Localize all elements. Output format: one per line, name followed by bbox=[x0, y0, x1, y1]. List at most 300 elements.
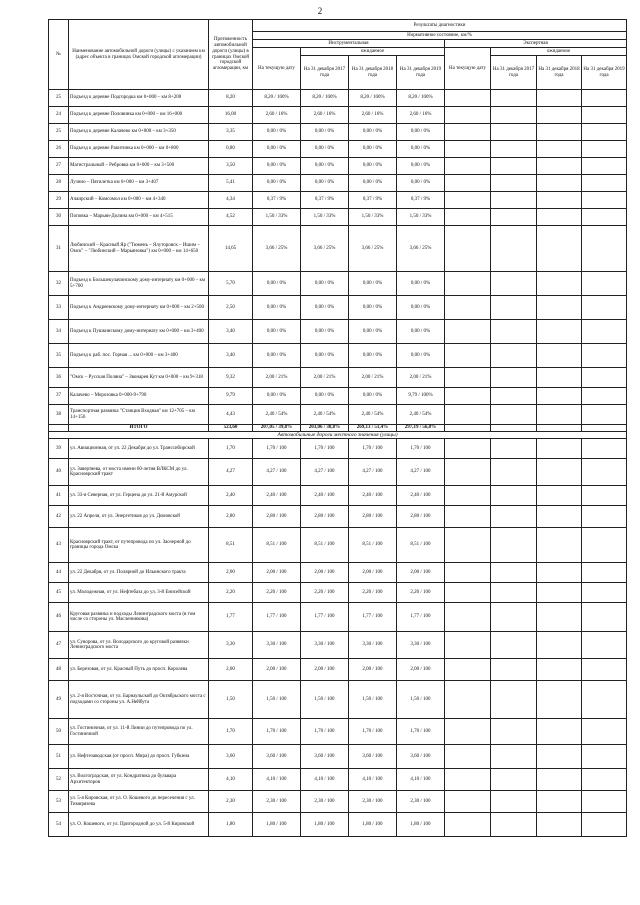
instrumental-header: Инструментальная bbox=[253, 40, 445, 48]
value-2018: 4,10 / 100 bbox=[349, 769, 397, 791]
value-2017: 0,00 / 0% bbox=[301, 388, 349, 405]
value-2019: 0,37 / 9% bbox=[397, 192, 445, 209]
expert-cell bbox=[445, 209, 491, 226]
value-current: 2,00 / 100 bbox=[253, 659, 301, 681]
road-length: 1,50 bbox=[209, 681, 253, 719]
expert-cell bbox=[491, 603, 537, 632]
value-current: 2,60 / 16% bbox=[253, 107, 301, 124]
table-row bbox=[49, 603, 627, 632]
expert-cell bbox=[582, 563, 627, 583]
expert-cell bbox=[445, 226, 491, 272]
regional-roads bbox=[49, 90, 627, 425]
road-length: 1,77 bbox=[209, 603, 253, 632]
value-2017: 2,30 / 100 bbox=[301, 791, 349, 813]
expert-cell bbox=[445, 563, 491, 583]
value-2017: 1,50 / 33% bbox=[301, 209, 349, 226]
expert-cell bbox=[582, 405, 627, 425]
expert-cell bbox=[491, 769, 537, 791]
expert-cell bbox=[537, 681, 582, 719]
row-number: 29 bbox=[49, 192, 69, 209]
expert-cell bbox=[491, 719, 537, 745]
road-length: 3,40 bbox=[209, 344, 253, 368]
expert-cell bbox=[491, 320, 537, 344]
road-length: 14,65 bbox=[209, 226, 253, 272]
value-2017: 0,00 / 0% bbox=[301, 175, 349, 192]
expert-cell bbox=[445, 296, 491, 320]
table-row bbox=[49, 192, 627, 209]
expert-cell bbox=[537, 659, 582, 681]
row-number: 51 bbox=[49, 745, 69, 769]
value-2017: 2,00 / 100 bbox=[301, 659, 349, 681]
table-row bbox=[49, 813, 627, 837]
table-row bbox=[49, 745, 627, 769]
value-2018: 2,00 / 100 bbox=[349, 659, 397, 681]
value-2019: 1,77 / 100 bbox=[397, 603, 445, 632]
expert-cell bbox=[537, 603, 582, 632]
expert-cell bbox=[445, 769, 491, 791]
table-row bbox=[49, 124, 627, 141]
value-current: 2,00 / 21% bbox=[253, 368, 301, 388]
col-2017-expert: На 31 декабря 2017 года bbox=[491, 56, 537, 90]
expert-cell bbox=[582, 192, 627, 209]
col-name: Наименование автомобильной дороги (улицы) с указанием км (адрес объекта в границах Омской городской агломерации) bbox=[69, 20, 209, 90]
road-name: "Омск – Русская Поляна" – Звонарев Кут км 0+000 – км 9+318 bbox=[69, 368, 209, 388]
road-name: Подъезд к деревне Половинка км 0+000 – км 16+000 bbox=[69, 107, 209, 124]
expert-cell bbox=[582, 272, 627, 296]
table-row bbox=[49, 344, 627, 368]
value-2019: 1,80 / 100 bbox=[397, 813, 445, 837]
road-length: 9,79 bbox=[209, 388, 253, 405]
value-2018: 0,00 / 0% bbox=[349, 175, 397, 192]
value-2017: 1,50 / 100 bbox=[301, 681, 349, 719]
total-row bbox=[49, 425, 627, 432]
road-length: 1,80 bbox=[209, 813, 253, 837]
value-current: 4,10 / 100 bbox=[253, 769, 301, 791]
expert-cell bbox=[445, 320, 491, 344]
expert-cell bbox=[582, 486, 627, 506]
row-number: 45 bbox=[49, 583, 69, 603]
value-2017: 3,30 / 100 bbox=[301, 632, 349, 659]
road-name: ул. 5-я Кировская, от ул. О. Кошевого до пересечения с ул. Тимирязева bbox=[69, 791, 209, 813]
value-current: 2,30 / 100 bbox=[253, 791, 301, 813]
value-current: 3,30 / 100 bbox=[253, 632, 301, 659]
expert-cell bbox=[445, 158, 491, 175]
road-length: 0,80 bbox=[209, 141, 253, 158]
road-length: 8,20 bbox=[209, 90, 253, 107]
expert-cell bbox=[491, 141, 537, 158]
expert-cell bbox=[582, 124, 627, 141]
value-current: 0,00 / 0% bbox=[253, 124, 301, 141]
value-2018: 1,70 / 100 bbox=[349, 439, 397, 459]
total-2019: 297,19 / 56,8% bbox=[397, 425, 445, 432]
value-current: 2,80 / 100 bbox=[253, 506, 301, 528]
value-2017: 1,77 / 100 bbox=[301, 603, 349, 632]
road-name: ул. Волгоградская, от ул. Кондратюка до бульвара Архитекторов bbox=[69, 769, 209, 791]
expert-header: Экспертная bbox=[445, 40, 627, 48]
road-length: 4,34 bbox=[209, 192, 253, 209]
table-row bbox=[49, 209, 627, 226]
value-2018: 2,00 / 21% bbox=[349, 368, 397, 388]
expert-cell bbox=[582, 459, 627, 486]
value-2019: 3,66 / 25% bbox=[397, 226, 445, 272]
expert-cell bbox=[491, 124, 537, 141]
table-row bbox=[49, 439, 627, 459]
row-number: 39 bbox=[49, 439, 69, 459]
total-current: 207,05 / 39,8% bbox=[253, 425, 301, 432]
expert-cell bbox=[582, 745, 627, 769]
value-2017: 2,60 / 16% bbox=[301, 107, 349, 124]
expert-cell bbox=[582, 90, 627, 107]
expert-cell bbox=[491, 563, 537, 583]
value-current: 1,77 / 100 bbox=[253, 603, 301, 632]
col-2019-expert: На 31 декабря 2019 года bbox=[582, 56, 627, 90]
value-current: 1,80 / 100 bbox=[253, 813, 301, 837]
expert-cell bbox=[491, 632, 537, 659]
value-2019: 3,30 / 100 bbox=[397, 632, 445, 659]
value-2018: 1,70 / 100 bbox=[349, 719, 397, 745]
value-current: 0,00 / 0% bbox=[253, 388, 301, 405]
total-label: ИТОГО bbox=[69, 425, 209, 432]
value-2018: 2,60 / 16% bbox=[349, 107, 397, 124]
road-name: Любинский – Красный Яр ("Тюмень – Ялуторовск – Ишим – Омск" – "Любинский – Марьяновка") км 0+000 – км 14+650 bbox=[69, 226, 209, 272]
expert-cell bbox=[582, 368, 627, 388]
expert-cell bbox=[537, 439, 582, 459]
value-2019: 2,60 / 16% bbox=[397, 107, 445, 124]
value-2018: 3,66 / 25% bbox=[349, 226, 397, 272]
road-name: ул. Березовая, от ул. Красный Путь до просп. Королева bbox=[69, 659, 209, 681]
value-2019: 2,30 / 100 bbox=[397, 791, 445, 813]
value-2017: 2,80 / 100 bbox=[301, 506, 349, 528]
expert-cell bbox=[537, 506, 582, 528]
expert-cell bbox=[582, 388, 627, 405]
expert-cell bbox=[582, 439, 627, 459]
value-2017: 1,70 / 100 bbox=[301, 439, 349, 459]
road-name: ул. Нефтезаводская (от просп. Мира) до просп. Губкина bbox=[69, 745, 209, 769]
value-2019: 0,00 / 0% bbox=[397, 124, 445, 141]
expert-cell bbox=[445, 632, 491, 659]
expert-cell bbox=[445, 745, 491, 769]
value-2018: 8,51 / 100 bbox=[349, 528, 397, 563]
road-length: 3,60 bbox=[209, 745, 253, 769]
row-number: 50 bbox=[49, 719, 69, 745]
table-row bbox=[49, 791, 627, 813]
expert-cell bbox=[582, 769, 627, 791]
value-2017: 2,20 / 100 bbox=[301, 583, 349, 603]
value-2019: 2,40 / 54% bbox=[397, 405, 445, 425]
section-title: Автомобильные дороги местного значения (улицы) bbox=[49, 432, 627, 439]
row-number: 25 bbox=[49, 90, 69, 107]
value-2018: 0,00 / 0% bbox=[349, 158, 397, 175]
expert-cell bbox=[537, 813, 582, 837]
value-2019: 0,00 / 0% bbox=[397, 344, 445, 368]
expected-header: ожидаемое bbox=[301, 48, 445, 56]
expert-cell bbox=[537, 272, 582, 296]
road-length: 5,70 bbox=[209, 272, 253, 296]
expert-cell bbox=[445, 486, 491, 506]
expert-cell bbox=[491, 791, 537, 813]
expert-cell bbox=[445, 813, 491, 837]
value-2019: 4,27 / 100 bbox=[397, 459, 445, 486]
road-name: Ачаирский – Комсомол км 0+000 – км 4+340 bbox=[69, 192, 209, 209]
table-row bbox=[49, 769, 627, 791]
expert-cell bbox=[491, 344, 537, 368]
value-2017: 2,40 / 100 bbox=[301, 486, 349, 506]
value-2018: 8,20 / 100% bbox=[349, 90, 397, 107]
value-2018: 4,27 / 100 bbox=[349, 459, 397, 486]
table-row bbox=[49, 90, 627, 107]
expert-cell bbox=[582, 107, 627, 124]
local-roads bbox=[49, 439, 627, 837]
value-2018: 0,00 / 0% bbox=[349, 296, 397, 320]
expert-cell bbox=[582, 813, 627, 837]
expert-cell bbox=[491, 226, 537, 272]
col-num: № bbox=[49, 20, 69, 90]
value-current: 0,00 / 0% bbox=[253, 344, 301, 368]
expert-cell bbox=[537, 769, 582, 791]
expert-cell bbox=[445, 90, 491, 107]
expert-cell bbox=[445, 583, 491, 603]
expert-cell bbox=[445, 344, 491, 368]
value-current: 1,50 / 100 bbox=[253, 681, 301, 719]
expert-cell bbox=[491, 659, 537, 681]
value-current: 1,70 / 100 bbox=[253, 439, 301, 459]
row-number: 32 bbox=[49, 272, 69, 296]
total-2018: 269,13 / 51,4% bbox=[349, 425, 397, 432]
value-2017: 0,00 / 0% bbox=[301, 158, 349, 175]
expert-cell bbox=[491, 272, 537, 296]
value-2017: 4,27 / 100 bbox=[301, 459, 349, 486]
value-2018: 1,50 / 100 bbox=[349, 681, 397, 719]
road-length: 1,70 bbox=[209, 439, 253, 459]
road-length: 3,40 bbox=[209, 320, 253, 344]
expert-cell bbox=[491, 439, 537, 459]
expert-cell bbox=[445, 459, 491, 486]
page-number: 2 bbox=[317, 6, 323, 16]
road-length: 3,35 bbox=[209, 124, 253, 141]
row-number: 44 bbox=[49, 563, 69, 583]
expert-cell bbox=[537, 192, 582, 209]
expert-cell bbox=[582, 296, 627, 320]
expert-cell bbox=[582, 226, 627, 272]
expert-cell bbox=[491, 583, 537, 603]
road-name: Подъезд к раб. пос. Горная ... км 0+000 – км 3+400 bbox=[69, 344, 209, 368]
col-length: Протяженность автомобильной дороги (улицы) в границах Омской городской агломерации, км bbox=[209, 20, 253, 90]
road-name: ул. 22 Декабря, от ул. Полярной до Ильинского тракта bbox=[69, 563, 209, 583]
value-2019: 1,70 / 100 bbox=[397, 439, 445, 459]
row-number: 28 bbox=[49, 175, 69, 192]
value-2019: 0,00 / 0% bbox=[397, 175, 445, 192]
expert-cell bbox=[445, 791, 491, 813]
row-number: 47 bbox=[49, 632, 69, 659]
table-row bbox=[49, 506, 627, 528]
road-length: 4,43 bbox=[209, 405, 253, 425]
road-name: ул. Авиационная, от ул. 22 Декабря до ул. Транссибирской bbox=[69, 439, 209, 459]
total-2017: 203,06 / 38,8% bbox=[301, 425, 349, 432]
table-row bbox=[49, 405, 627, 425]
expert-cell bbox=[537, 719, 582, 745]
row-number: 27 bbox=[49, 158, 69, 175]
expert-cell bbox=[537, 745, 582, 769]
road-name: ул. 2-я Восточная, от ул. Барнаульской до Октябрьского моста с подходами со стороны ул. А.Нейбута bbox=[69, 681, 209, 719]
expert-cell bbox=[537, 791, 582, 813]
row-number: 25 bbox=[49, 124, 69, 141]
col-2018: На 31 декабря 2018 года bbox=[349, 56, 397, 90]
value-2017: 8,20 / 100% bbox=[301, 90, 349, 107]
road-name: ул. 22 Апреля, от ул. Энергетиков до ул. Домовской bbox=[69, 506, 209, 528]
expert-cell bbox=[491, 158, 537, 175]
expert-cell bbox=[445, 124, 491, 141]
expert-cell bbox=[491, 486, 537, 506]
road-length: 3,50 bbox=[209, 158, 253, 175]
expert-cell bbox=[445, 659, 491, 681]
expert-cell bbox=[445, 175, 491, 192]
road-length: 2,30 bbox=[209, 791, 253, 813]
value-2018: 0,37 / 9% bbox=[349, 192, 397, 209]
expert-cell bbox=[537, 209, 582, 226]
road-name: ул. 33-я Северная, от ул. Герцена до ул. 21-й Амурской bbox=[69, 486, 209, 506]
value-2018: 2,40 / 100 bbox=[349, 486, 397, 506]
value-2017: 0,00 / 0% bbox=[301, 344, 349, 368]
expert-cell bbox=[582, 681, 627, 719]
road-name: Подъезд к Пушкинскому дому-интернату км 0+000 – км 3+400 bbox=[69, 320, 209, 344]
value-2017: 0,00 / 0% bbox=[301, 141, 349, 158]
expert-cell bbox=[491, 368, 537, 388]
expert-cell bbox=[537, 344, 582, 368]
value-2018: 1,50 / 33% bbox=[349, 209, 397, 226]
value-2018: 2,40 / 54% bbox=[349, 405, 397, 425]
expert-cell bbox=[537, 175, 582, 192]
expert-cell bbox=[491, 528, 537, 563]
value-2019: 1,50 / 33% bbox=[397, 209, 445, 226]
row-number: 42 bbox=[49, 506, 69, 528]
road-name: Красноярский тракт, от путепровода по ул. Заозерной до границы города Омска bbox=[69, 528, 209, 563]
expert-cell bbox=[445, 528, 491, 563]
value-2017: 1,70 / 100 bbox=[301, 719, 349, 745]
value-2018: 0,00 / 0% bbox=[349, 344, 397, 368]
expert-cell bbox=[537, 528, 582, 563]
expected-header-expert: ожидаемое bbox=[491, 48, 627, 56]
table-row bbox=[49, 320, 627, 344]
road-name: ул. Гостиничная, от ул. 11-й Линии до путепровода по ул. Гостиничной bbox=[69, 719, 209, 745]
table-row bbox=[49, 528, 627, 563]
expert-cell bbox=[491, 209, 537, 226]
row-number: 35 bbox=[49, 344, 69, 368]
row-number: 38 bbox=[49, 405, 69, 425]
expert-cell bbox=[445, 272, 491, 296]
value-2019: 0,00 / 0% bbox=[397, 296, 445, 320]
row-number: 52 bbox=[49, 769, 69, 791]
value-2019: 2,00 / 100 bbox=[397, 659, 445, 681]
value-current: 0,00 / 0% bbox=[253, 296, 301, 320]
value-2017: 2,40 / 54% bbox=[301, 405, 349, 425]
row-number: 53 bbox=[49, 791, 69, 813]
value-2017: 0,37 / 9% bbox=[301, 192, 349, 209]
value-2019: 2,00 / 21% bbox=[397, 368, 445, 388]
table-row bbox=[49, 226, 627, 272]
value-2019: 0,00 / 0% bbox=[397, 272, 445, 296]
expert-cell bbox=[491, 296, 537, 320]
value-2017: 4,10 / 100 bbox=[301, 769, 349, 791]
row-number: 31 bbox=[49, 226, 69, 272]
expert-cell bbox=[445, 192, 491, 209]
expert-cell bbox=[491, 192, 537, 209]
expert-cell bbox=[537, 90, 582, 107]
diagnostics-table bbox=[48, 19, 627, 837]
road-name: Поповка – Марьян-Долина км 0+000 – км 4+515 bbox=[69, 209, 209, 226]
col-2019: На 31 декабря 2019 года bbox=[397, 56, 445, 90]
value-current: 2,40 / 100 bbox=[253, 486, 301, 506]
value-2018: 1,77 / 100 bbox=[349, 603, 397, 632]
road-name: Круговая развязка и подходы Ленинградского моста (в том числе со стороны ул. Масленникова) bbox=[69, 603, 209, 632]
expert-cell bbox=[582, 141, 627, 158]
value-2017: 0,00 / 0% bbox=[301, 124, 349, 141]
expert-cell bbox=[582, 719, 627, 745]
section-row bbox=[49, 432, 627, 439]
expert-cell bbox=[491, 459, 537, 486]
road-name: Подъезд к деревне Подгородка км 0+000 – км 8+200 bbox=[69, 90, 209, 107]
value-current: 2,00 / 100 bbox=[253, 563, 301, 583]
row-number: 40 bbox=[49, 459, 69, 486]
table-header bbox=[49, 20, 627, 90]
normative-header: Нормативное состояние, км/% bbox=[253, 32, 627, 40]
value-2017: 3,66 / 25% bbox=[301, 226, 349, 272]
row-number: 46 bbox=[49, 603, 69, 632]
expert-cell bbox=[537, 320, 582, 344]
road-name: Подъезд к Большекулачинскому дому-интернату км 0+000 – км 5+700 bbox=[69, 272, 209, 296]
expert-cell bbox=[582, 175, 627, 192]
expert-cell bbox=[582, 632, 627, 659]
total-section bbox=[49, 425, 627, 439]
value-2017: 0,00 / 0% bbox=[301, 272, 349, 296]
value-current: 0,00 / 0% bbox=[253, 158, 301, 175]
value-2019: 0,00 / 0% bbox=[397, 141, 445, 158]
expert-cell bbox=[491, 813, 537, 837]
expert-cell bbox=[491, 107, 537, 124]
value-current: 1,50 / 33% bbox=[253, 209, 301, 226]
value-2017: 0,00 / 0% bbox=[301, 296, 349, 320]
table-row bbox=[49, 681, 627, 719]
expert-cell bbox=[582, 209, 627, 226]
road-length: 9,32 bbox=[209, 368, 253, 388]
expert-cell bbox=[445, 506, 491, 528]
table-row bbox=[49, 141, 627, 158]
row-number: 33 bbox=[49, 296, 69, 320]
table-row bbox=[49, 175, 627, 192]
value-2019: 9,79 / 100% bbox=[397, 388, 445, 405]
value-current: 1,70 / 100 bbox=[253, 719, 301, 745]
value-2019: 0,00 / 0% bbox=[397, 320, 445, 344]
road-name: ул. Молодежная, от ул. Нефтебаза до ул. 3-й Енисейской bbox=[69, 583, 209, 603]
road-length: 4,52 bbox=[209, 209, 253, 226]
road-length: 2,80 bbox=[209, 506, 253, 528]
row-number: 26 bbox=[49, 141, 69, 158]
row-number: 54 bbox=[49, 813, 69, 837]
road-name: Подъезд к деревне Ракитинка км 0+000 – км 0+800 bbox=[69, 141, 209, 158]
expert-cell bbox=[537, 124, 582, 141]
road-length: 2,40 bbox=[209, 486, 253, 506]
row-number: 49 bbox=[49, 681, 69, 719]
value-current: 8,51 / 100 bbox=[253, 528, 301, 563]
value-current: 3,66 / 25% bbox=[253, 226, 301, 272]
table-row bbox=[49, 719, 627, 745]
road-length: 2,50 bbox=[209, 296, 253, 320]
expert-cell bbox=[537, 563, 582, 583]
road-name: Транспортная развязка "Станция Входная" км 12+705 – км 14+156 bbox=[69, 405, 209, 425]
expert-cell bbox=[445, 603, 491, 632]
value-2018: 2,30 / 100 bbox=[349, 791, 397, 813]
value-2018: 2,20 / 100 bbox=[349, 583, 397, 603]
expert-cell bbox=[582, 158, 627, 175]
